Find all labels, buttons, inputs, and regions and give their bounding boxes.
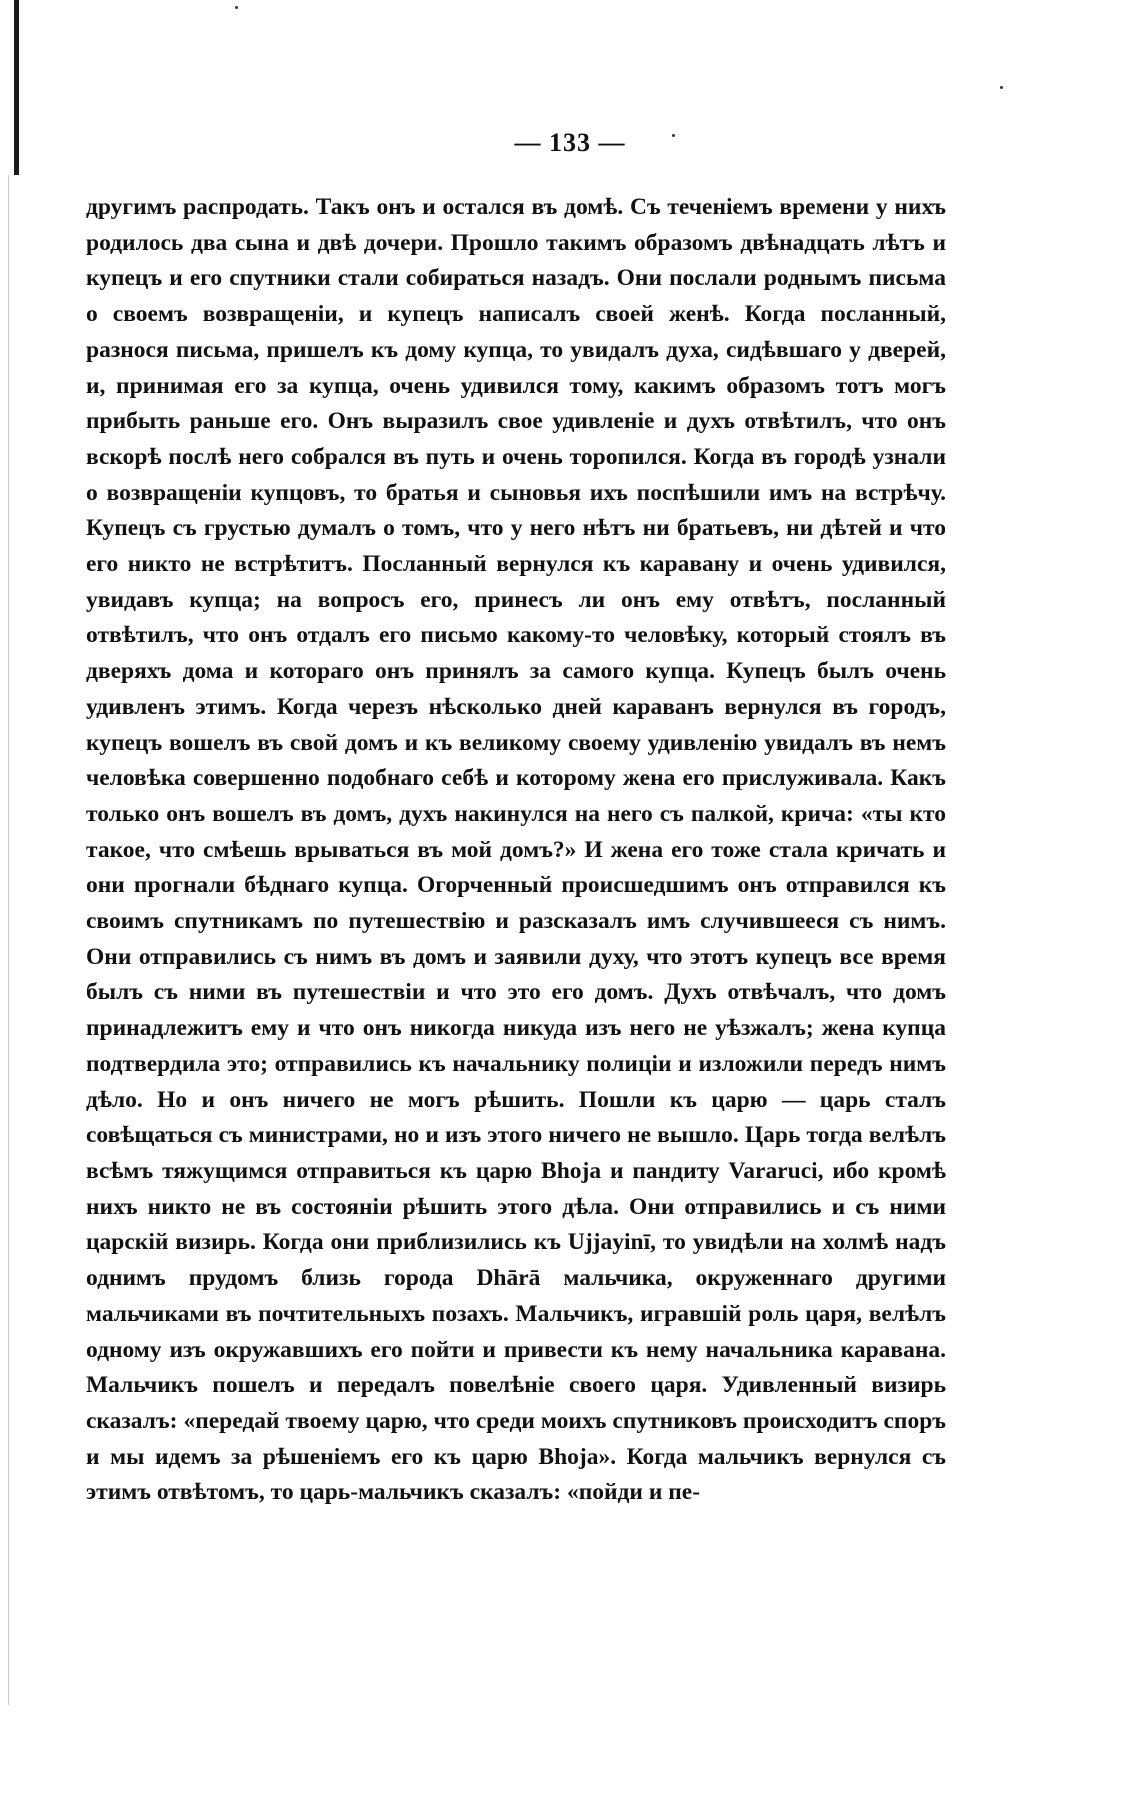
scan-speck — [1000, 86, 1003, 89]
scan-margin-line — [8, 175, 9, 1705]
body-paragraph: другимъ распродать. Такъ онъ и остался въ домѣ. Съ теченіемъ времени у нихъ родилось два сына и двѣ дочери. Прошло такимъ образомъ двѣнадцать лѣтъ и купецъ и его спутники стали собираться назадъ. Они послали роднымъ письма о своемъ возвращеніи, и купецъ написалъ своей женѣ. Когда посланный, разнося письма, пришелъ къ дому купца, то увидалъ духа, сидѣвшаго у дверей, и, принимая его за купца, очень удивился тому, какимъ образомъ тотъ могъ прибыть раньше его. Онъ выразилъ свое удивленіе и духъ отвѣтилъ, что онъ вскорѣ послѣ него собрался въ путь и очень торопился. Когда въ городѣ узнали о возвращеніи купцовъ, то братья и сыновья ихъ поспѣшили имъ на встрѣчу. Купецъ съ грустью думалъ о томъ, что у него нѣтъ ни братьевъ, ни дѣтей и что его никто не встрѣтитъ. Посланный вернулся къ каравану и очень удивился, увидавъ купца; на вопросъ его, принесъ ли онъ ему отвѣтъ, посланный отвѣтилъ, что онъ отдалъ его письмо какому-то человѣку, который стоялъ въ дверяхъ дома и котораго онъ принялъ за самого купца. Купецъ былъ очень удивленъ этимъ. Когда черезъ нѣсколько дней караванъ вернулся въ городъ, купецъ вошелъ въ свой домъ и къ великому своему удивленію увидалъ въ немъ человѣка совершенно подобнаго себѣ и которому жена его прислуживала. Какъ только онъ вошелъ въ домъ, духъ накинулся на него съ палкой, крича: «ты кто такое, что смѣешь врываться въ мой домъ?» И жена его тоже стала кричать и они прогнали бѣднаго купца. Огорченный происшедшимъ онъ отправился къ своимъ спутникамъ по путешествію и разсказалъ имъ случившееся съ нимъ. Они отправились съ нимъ въ домъ и заявили духу, что этотъ купецъ все время былъ съ ними въ путешествіи и что это его домъ. Духъ отвѣчалъ, что домъ принадлежитъ ему и что онъ никогда никуда изъ него не уѣзжалъ; жена купца подтвердила это; отправились къ начальнику полиціи и изложили передъ нимъ дѣло. Но и онъ ничего не могъ рѣшить. Пошли къ царю — царь сталъ совѣщаться съ министрами, но и изъ этого ничего не вышло. Царь тогда велѣлъ всѣмъ тяжущимся отправиться къ царю Bhoja и пандиту Vararuci, ибо кромѣ нихъ никто не въ состояніи рѣшить этого дѣла. Они отправились и съ ними царскій визирь. Когда они приблизились къ Ujjayinī, то увидѣли на холмѣ надъ однимъ прудомъ близь города Dhārā мальчика, окруженнаго другими мальчиками въ почтительныхъ позахъ. Мальчикъ, игравшій роль царя, велѣлъ одному изъ окружавшихъ его пойти и привести къ нему начальника каравана. Мальчикъ пошелъ и передалъ повелѣніе своего царя. Удивленный визирь сказалъ: «передай твоему царю, что среди моихъ спутниковъ происходитъ споръ и мы идемъ за рѣшеніемъ его къ царю Bhoja». Когда мальчикъ вернулся съ этимъ отвѣтомъ, то царь-мальчикъ сказалъ: «пойди и пе- — [86, 194, 946, 1506]
page-number: — 133 — — [514, 128, 626, 157]
scan-speck — [235, 6, 238, 9]
